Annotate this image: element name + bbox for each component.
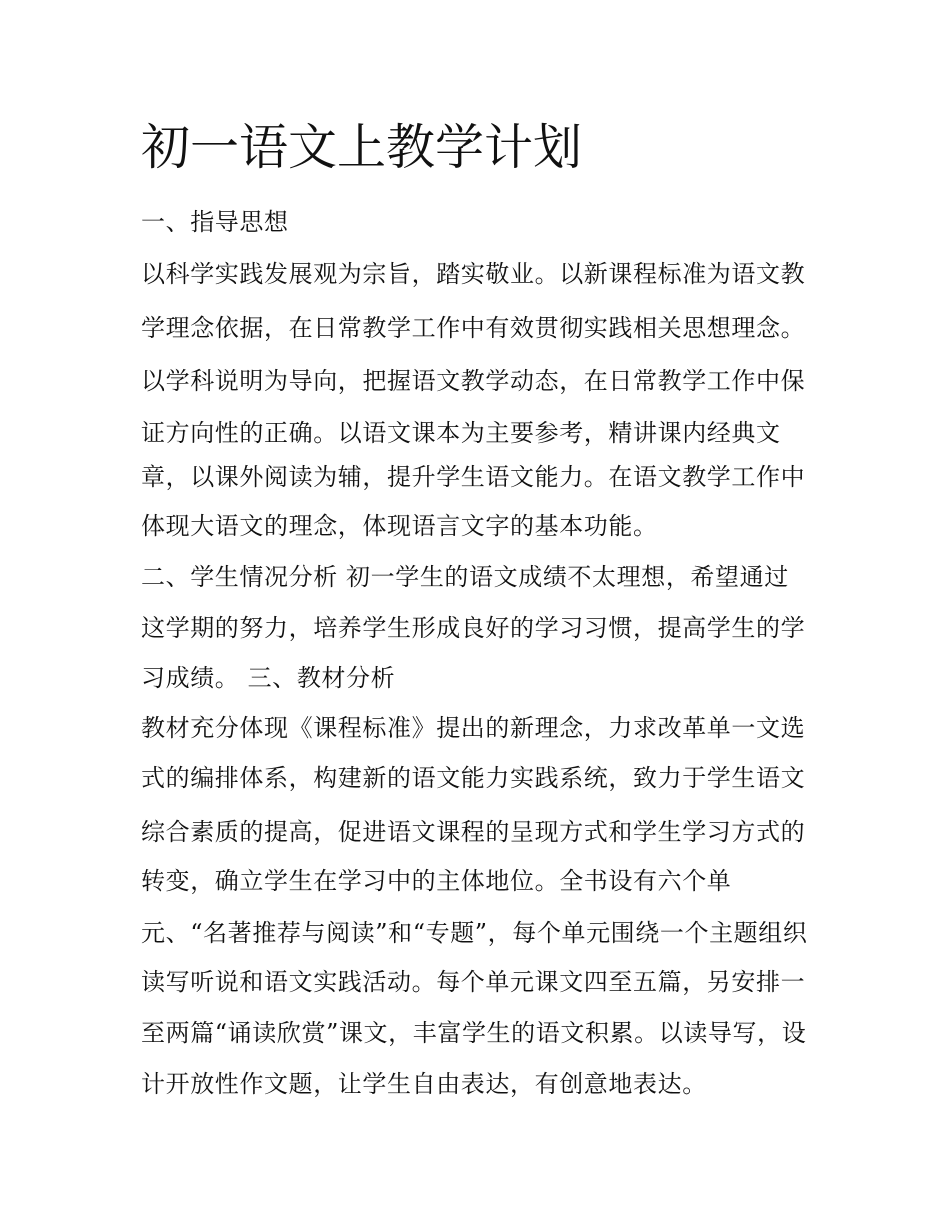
text-line: 教材充分体现《课程标准》提出的新理念，力求改革单一文选: [141, 714, 806, 742]
section-heading-textbook-analysis: 习成绩。 三、教材分析: [141, 664, 396, 692]
text-line: 计开放性作文题，让学生自由表达，有创意地表达。: [141, 1070, 707, 1098]
section-heading-student-analysis: 二、学生情况分析 初一学生的语文成绩不太理想，希望通过: [141, 563, 789, 591]
text-line: 元、“名著推荐与阅读”和“专题”，每个单元围绕一个主题组织: [141, 919, 808, 947]
text-line: 综合素质的提高，促进语文课程的呈现方式和学生学习方式的: [141, 818, 806, 846]
text-line: 体现大语文的理念，体现语言文字的基本功能。: [141, 512, 658, 540]
text-line: 至两篇“诵读欣赏”课文，丰富学生的语文积累。以读导写，设: [141, 1019, 807, 1047]
section-heading-guiding-thought: 一、指导思想: [141, 208, 289, 236]
text-line: 以学科说明为导向，把握语文教学动态，在日常教学工作中保: [141, 367, 806, 395]
text-line: 章，以课外阅读为辅，提升学生语文能力。在语文教学工作中: [141, 463, 806, 491]
text-line: 以科学实践发展观为宗旨，踏实敬业。以新课程标准为语文教: [141, 260, 806, 288]
text-line: 转变，确立学生在学习中的主体地位。全书设有六个单: [141, 867, 732, 895]
document-title: 初一语文上教学计划: [141, 119, 583, 176]
text-line: 证方向性的正确。以语文课本为主要参考，精讲课内经典文: [141, 419, 781, 447]
text-line: 读写听说和语文实践活动。每个单元课文四至五篇，另安排一: [141, 968, 806, 996]
text-line: 学理念依据，在日常教学工作中有效贯彻实践相关思想理念。: [141, 314, 806, 342]
text-line: 这学期的努力，培养学生形成良好的学习习惯，提高学生的学: [141, 614, 806, 642]
text-line: 式的编排体系，构建新的语文能力实践系统，致力于学生语文: [141, 764, 806, 792]
